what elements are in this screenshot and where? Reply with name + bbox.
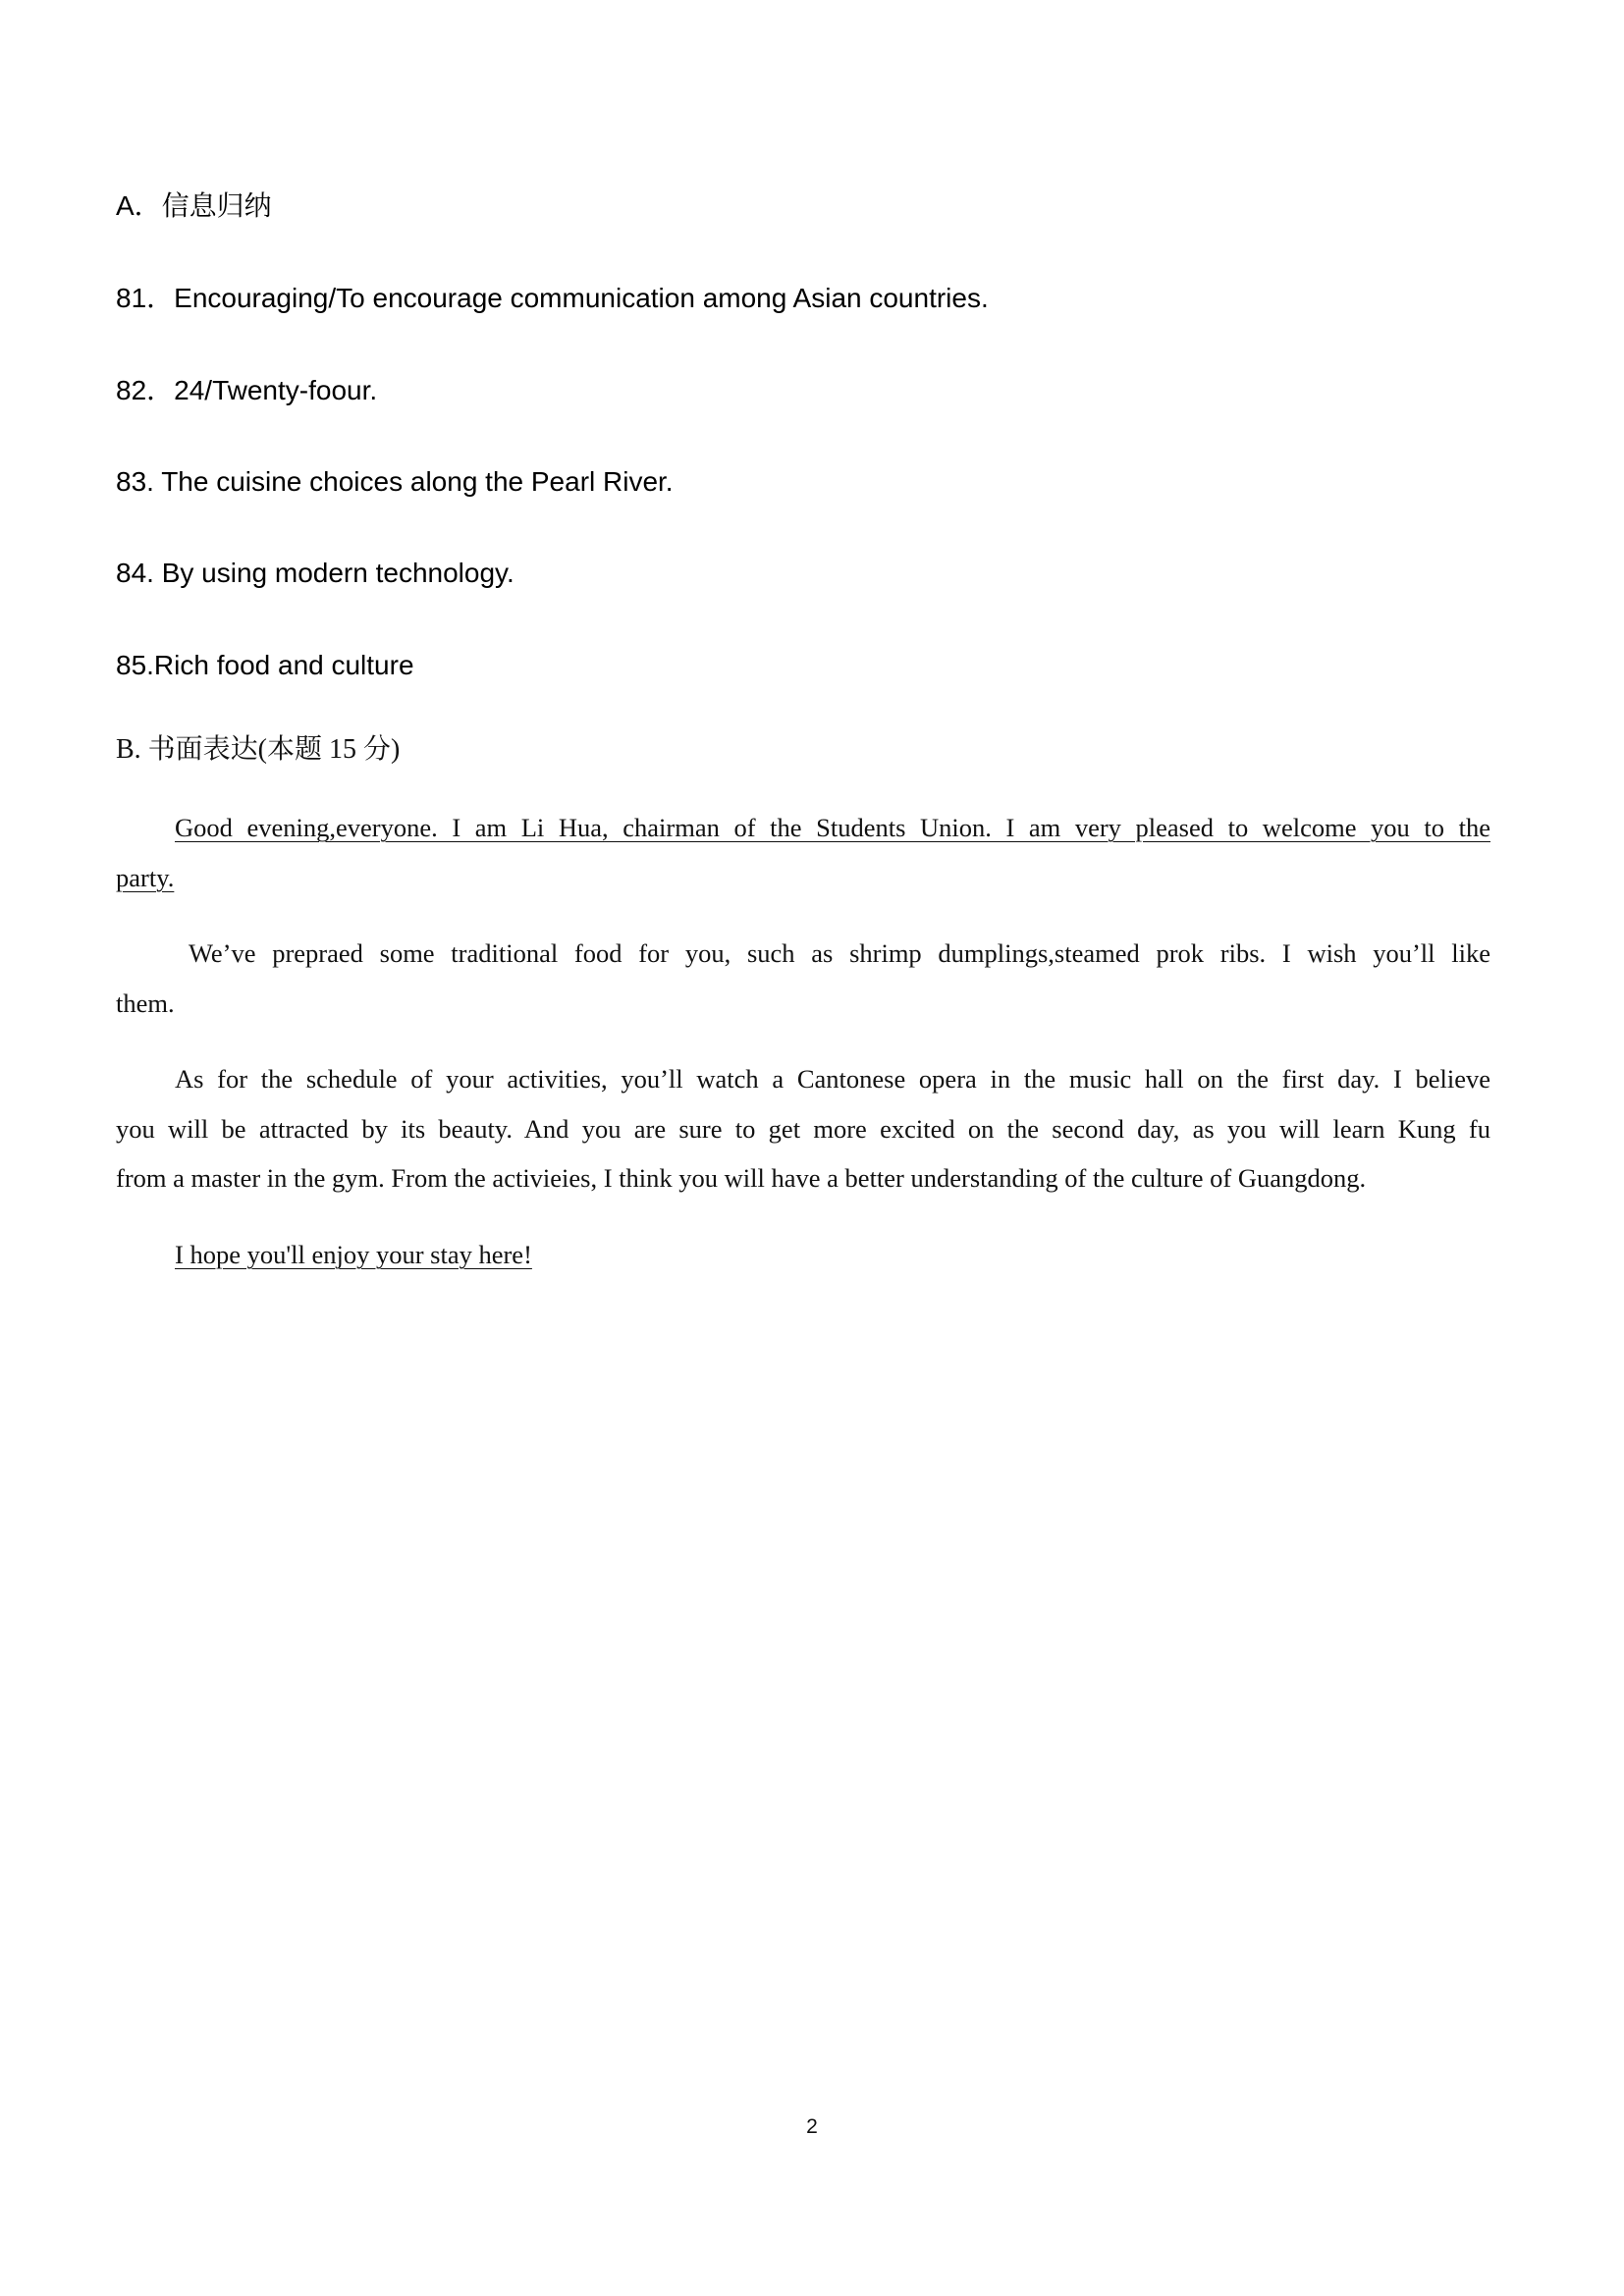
essay-p1-line-1: Good evening,everyone. I am Li Hua, chairman of the Students Union. I am very pleased to welcome you to the <box>175 813 1490 842</box>
essay-paragraph-1 <box>116 803 1490 902</box>
essay-closing-line: I hope you'll enjoy your stay here! <box>175 1240 532 1269</box>
essay-p3-line-1: As for the schedule of your activities, you’ll watch a Cantonese opera in the music hall on the first day. I believe <box>175 1064 1490 1094</box>
section-a-heading: A．信息归纳 <box>116 190 272 221</box>
answer-81: 81．Encouraging/To encourage communication among Asian countries. <box>116 283 989 313</box>
answer-85: 85.Rich food and culture <box>116 650 414 680</box>
essay-p3-line-3: from a master in the gym. From the activieies, I think you will have a better understanding of the culture of Guangdong. <box>116 1163 1367 1193</box>
answer-84: 84. By using modern technology. <box>116 558 514 588</box>
page-number: 2 <box>806 2115 818 2138</box>
essay-p2-line-1: We’ve prepraed some traditional food for you, such as shrimp dumplings,steamed prok ribs. I wish you’ll like <box>189 938 1490 968</box>
section-b-heading: B. 书面表达(本题 15 分) <box>116 734 401 765</box>
essay-p1-line-2: party. <box>116 862 175 892</box>
essay-p2-line-2: them. <box>116 988 175 1018</box>
answer-83: 83. The cuisine choices along the Pearl River. <box>116 466 674 497</box>
answer-82: 82．24/Twenty-foour. <box>116 375 378 405</box>
essay-paragraph-3 <box>116 1054 1490 1203</box>
essay-p3-line-2: you will be attracted by its beauty. And you are sure to get more excited on the second day, as you will learn Kung fu <box>116 1113 1490 1144</box>
essay-paragraph-4 <box>116 1230 1490 1280</box>
essay-paragraph-2 <box>116 929 1490 1028</box>
